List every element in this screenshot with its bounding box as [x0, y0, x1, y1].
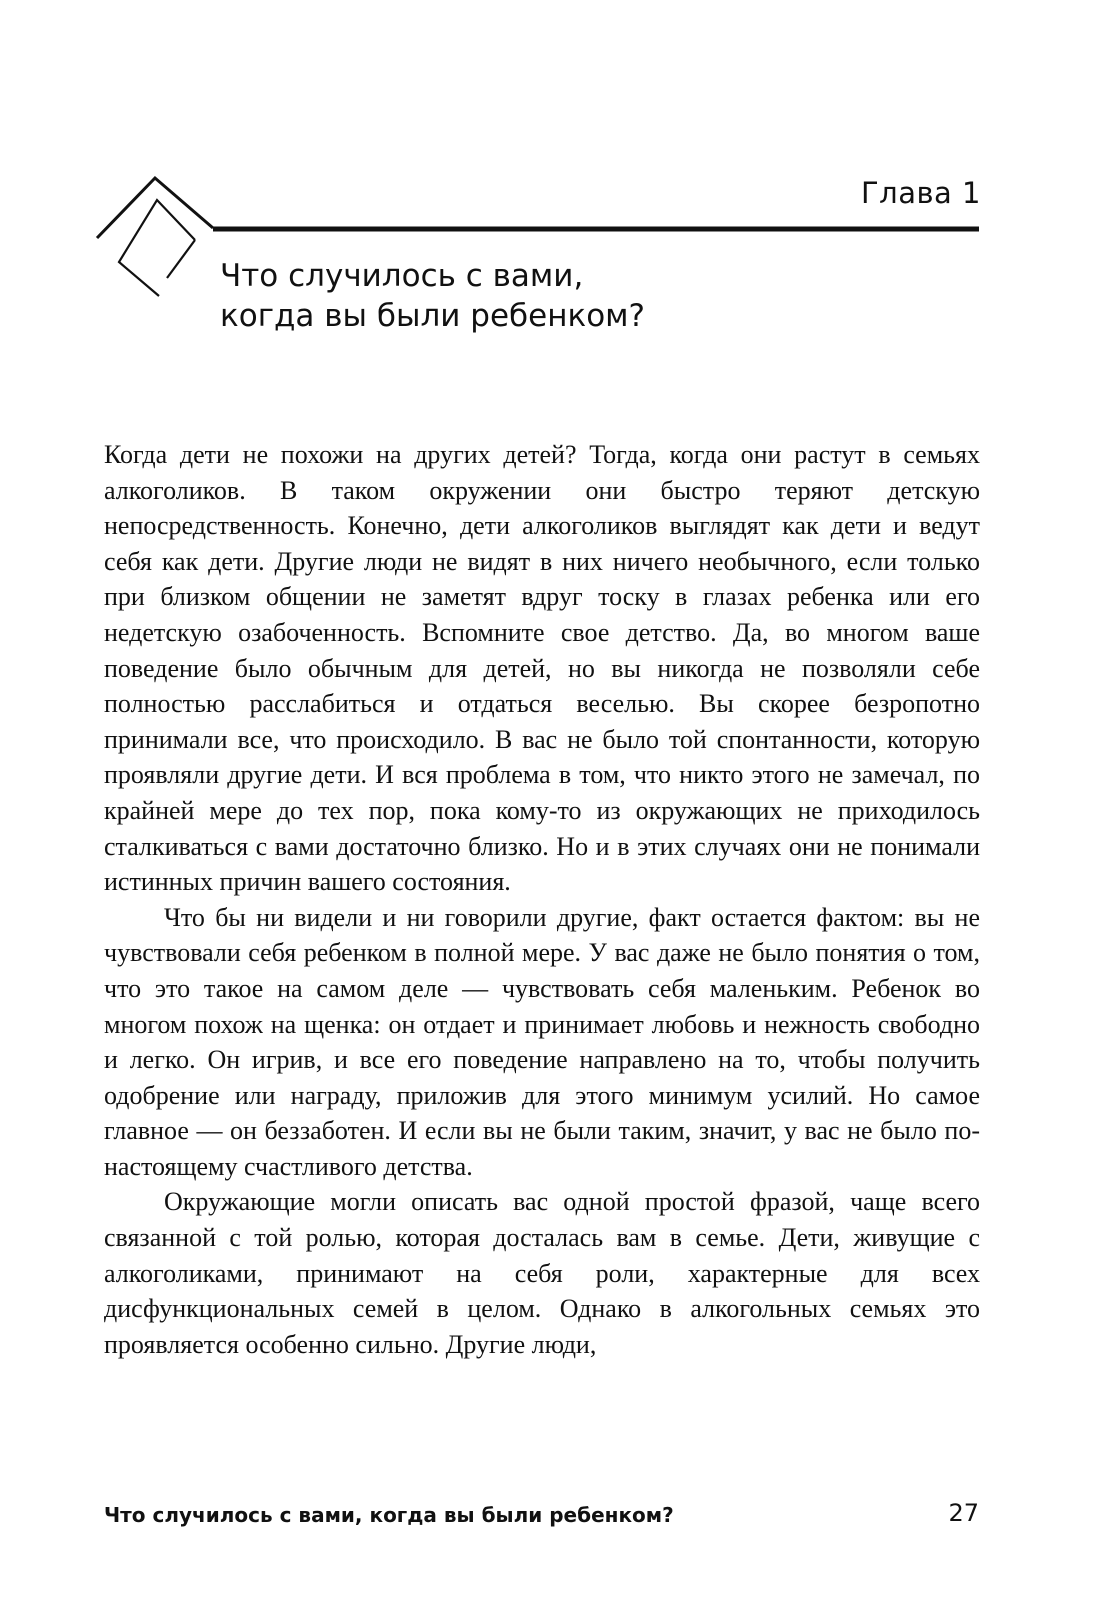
chapter-title-line-1: Что случилось с вами, [220, 258, 584, 294]
chapter-title [220, 256, 645, 336]
running-footer-title: Что случилось с вами, когда вы были ребенком? [104, 1503, 674, 1527]
paragraph-3: Окружающие могли описать вас одной простой фразой, чаще всего связанной с той ролью, которая досталась вам в семье. Дети, живущие с алкоголиками, принимают на себя роли, характерные для всех дисфункциональных семей в целом. Однако в алкогольных семьях это проявляется особенно сильно. Другие люди, [104, 1187, 980, 1359]
chapter-label: Глава 1 [860, 176, 981, 210]
chapter-title-line-2: когда вы были ребенком? [220, 298, 646, 334]
paragraph-2: Что бы ни видели и ни говорили другие, факт остается фактом: вы не чувствовали себя ребенком в полной мере. У вас даже не было понятия о том, что это такое на самом деле — чувствовать себя маленьким. Ребенок во многом похож на щенка: он отдает и принимает любовь и нежность свободно и легко. Он игрив, и все его поведение направлено на то, чтобы получить одобрение или награду, приложив для этого минимум усилий. Но самое главное — он беззаботен. И если вы не были таким, значит, у вас не было по-настоящему счастливого детства. [104, 902, 980, 1181]
paragraph-1: Когда дети не похожи на других детей? Тогда, когда они растут в семьях алкоголиков. В таком окружении они быстро теряют детскую непосредственность. Конечно, дети алкоголиков выглядят как дети и ведут себя как дети. Другие люди не видят в них ничего необычного, если только при близком общении не заметят вдруг тоску в глазах ребенка или его недетскую озабоченность. Вспомните свое детство. Да, во многом ваше поведение было обычным для детей, но вы никогда не позволяли себе полностью расслабиться и отдаться веселью. Вы скорее безропотно принимали все, что происходило. В вас не было той спонтанности, которую проявляли другие дети. И вся проблема в том, что никто этого не замечал, по крайней мере до тех пор, пока кому-то из окружающих не приходилось сталкиваться с вами достаточно близко. Но и в этих случаях они не понимали истинных причин вашего состояния. [104, 440, 980, 897]
body-text [104, 437, 980, 1362]
page-number: 27 [948, 1499, 979, 1527]
